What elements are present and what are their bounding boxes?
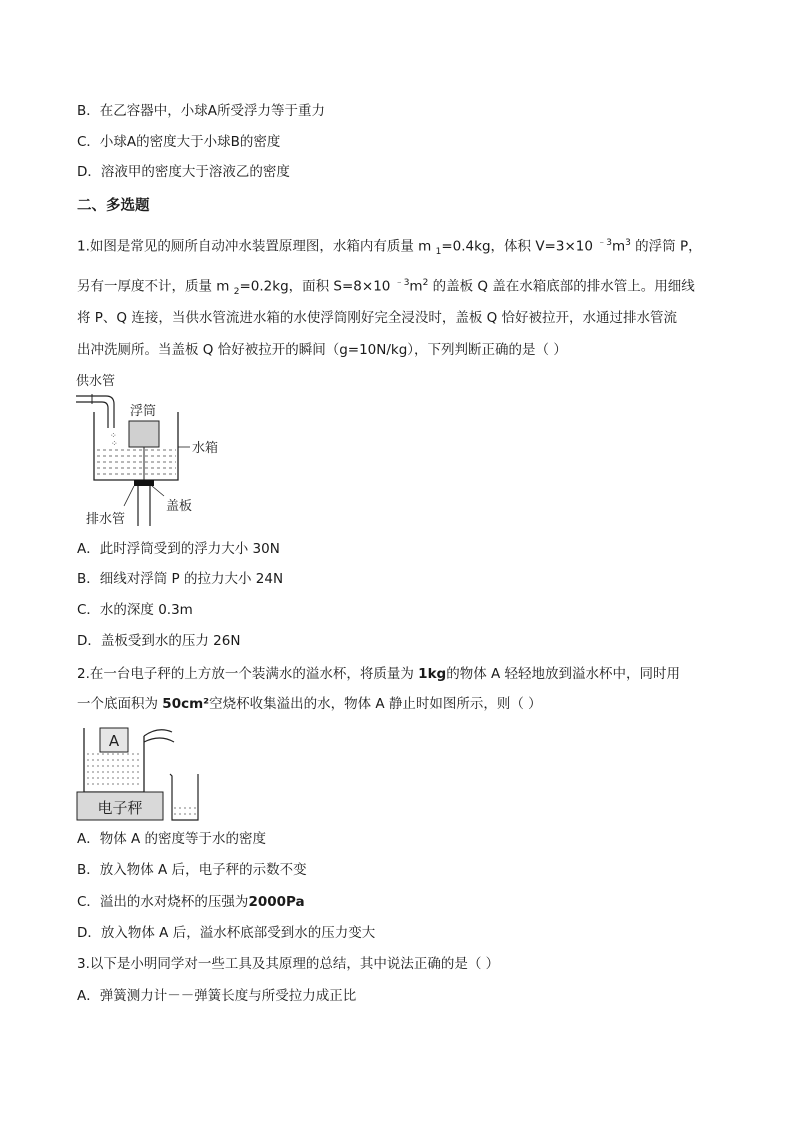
q2-option-a: A．物体 A 的密度等于水的密度 — [77, 831, 267, 847]
svg-text:⁘: ⁘ — [111, 439, 118, 448]
tank-label: 水箱 — [192, 441, 219, 456]
q1-option-d: D．盖板受到水的压力 26N — [77, 633, 241, 649]
float-label: 浮筒 — [130, 404, 157, 419]
prev-option-c: C．小球A的密度大于小球B的密度 — [77, 134, 281, 150]
object-a-label: A — [108, 732, 120, 750]
q1-stem-line2: 另有一厚度不计，质量 m $_2$=0.2kg，面积 S=8×10 $^{﹣3}m^2$ 的盖板 Q 盖在水箱底部的排水管上。用细线 — [77, 278, 695, 298]
q2-option-d: D．放入物体 A 后，溢水杯底部受到水的压力变大 — [77, 925, 376, 941]
supply-pipe-label: 供水管 — [76, 374, 116, 389]
prev-option-b: B．在乙容器中，小球A所受浮力等于重力 — [77, 103, 325, 119]
q1-option-a: A．此时浮筒受到的浮力大小 30N — [77, 541, 280, 557]
q1-option-c: C．水的深度 0.3m — [77, 602, 193, 618]
q1-stem-line3: 将 P、Q 连接，当供水管流进水箱的水使浮筒刚好完全浸没时，盖板 Q 恰好被拉开，水通过排水管流 — [77, 310, 678, 326]
section-title: 二、多选题 — [77, 198, 150, 214]
flush-device-figure — [72, 368, 242, 528]
prev-option-d: D．溶液甲的密度大于溶液乙的密度 — [77, 164, 290, 180]
q1-stem-line1: 1.如图是常见的厕所自动冲水装置原理图，水箱内有质量 m $_1$=0.4kg，体积 V=3×10 $^{﹣3}m^3$ 的浮筒 P， — [77, 238, 702, 258]
overflow-cup-figure — [74, 720, 214, 824]
q2-option-b: B．放入物体 A 后，电子秤的示数不变 — [77, 862, 307, 878]
drain-label: 排水管 — [86, 512, 126, 527]
q3-stem: 3.以下是小明同学对一些工具及其原理的总结，其中说法正确的是（ ） — [77, 956, 500, 972]
q2-stem-line2: 一个底面积为 50cm²空烧杯收集溢出的水，物体 A 静止时如图所示，则（ ） — [77, 696, 542, 712]
svg-text:⁘: ⁘ — [110, 431, 117, 440]
q1-option-b: B．细线对浮筒 P 的拉力大小 24N — [77, 571, 284, 587]
cover-label: 盖板 — [166, 499, 193, 514]
q3-option-a: A．弹簧测力计－－弹簧长度与所受拉力成正比 — [77, 988, 357, 1004]
q1-stem-line4: 出冲洗厕所。当盖板 Q 恰好被拉开的瞬间（g=10N/kg），下列判断正确的是（ ） — [77, 342, 567, 358]
q2-stem-line1: 2.在一台电子秤的上方放一个装满水的溢水杯，将质量为 1kg的物体 A 轻轻地放到溢水杯中，同时用 — [77, 666, 681, 682]
scale-label: 电子秤 — [97, 799, 143, 817]
q2-option-c: C．溢出的水对烧杯的压强为2000Pa — [77, 894, 305, 910]
